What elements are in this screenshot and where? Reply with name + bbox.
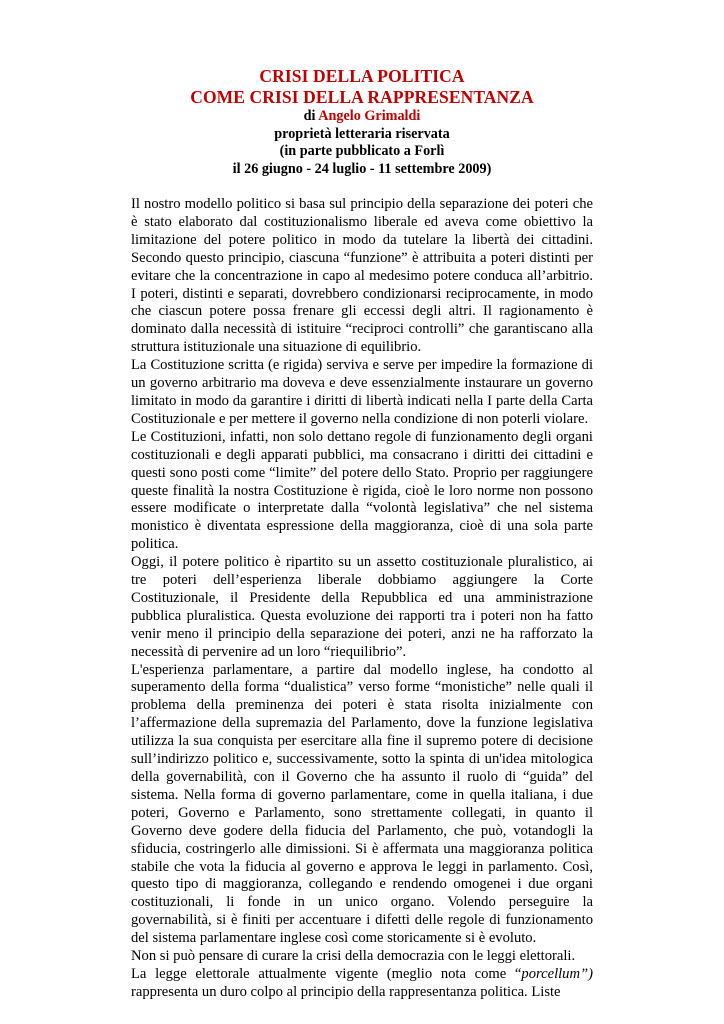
paragraph-6: Non si può pensare di curare la crisi della democrazia con le leggi elettorali. xyxy=(131,948,576,965)
author-name: Angelo Grimaldi xyxy=(318,108,421,124)
rights-line: proprietà letteraria riservata xyxy=(274,125,450,142)
paragraph-2: La Costituzione scritta (e rigida) serviva e serve per impedire la formazione di un governo arbitrario ma doveva e deve essenzialmente instaurare un governo limitato in modo da garantire i diritti di libertà indicati nella I parte della Carta Costituzionale e per mettere il governo nella condizione di non poterli violare. xyxy=(131,357,593,427)
document-title-line-1: CRISI DELLA POLITICA xyxy=(259,66,465,86)
paragraph-3: Le Costituzioni, infatti, non solo dettano regole di funzionamento degli organi costituzionali e degli apparati pubblici, ma consacrano i diritti dei cittadini e questi sono posti come “limite” del potere dello Stato. Proprio per raggiungere queste finalità la nostra Costituzione è rigida, cioè le loro norme non possono essere modificate o interpretate dalla “volontà legislativa” che nel sistema monistico è diventata espressione della maggioranza, cioè di una sola parte politica. xyxy=(131,428,593,553)
dates-line: il 26 giugno - 24 luglio - 11 settembre 2009) xyxy=(232,160,492,177)
document-header xyxy=(131,66,593,178)
publication-line: (in parte pubblicato a Forlì xyxy=(279,143,445,159)
paragraph-1: Il nostro modello politico si basa sul principio della separazione dei poteri che è stato elaborato dal costituzionalismo liberale ed aveva come obiettivo la limitazione del potere politico in modo da tutelare la libertà dei cittadini. Secondo questo principio, ciascuna “funzione” è attribuita a poteri distinti per evitare che la concentrazione in capo al medesimo potere conduca all’arbitrio. I poteri, distinti e separati, dovrebbero condizionarsi reciprocamente, in modo che ciascun potere possa frenare gli eccessi degli altri. Il ragionamento è dominato dalla necessità di istituire “reciproci controlli” che garantiscano alla struttura istituzionale una situazione di equilibrio. xyxy=(131,196,593,356)
paragraph-7-italic: porcellum”) xyxy=(521,965,593,982)
document-page xyxy=(131,66,593,1002)
paragraph-7 xyxy=(131,966,593,1002)
paragraph-7-end: rappresenta un duro colpo al principio della rappresentanza politica. Liste xyxy=(131,983,561,1000)
document-body xyxy=(131,196,593,1002)
author-prefix: di xyxy=(303,108,319,124)
paragraph-5: L'esperienza parlamentare, a partire dal modello inglese, ha condotto al superamento della forma “dualistica” verso forme “monistiche” nelle quali il problema della preminenza dei poteri è stata risolta inizialmente con l’affermazione della supremazia del Parlamento, dove la funzione legislativa utilizza la sua conquista per esercitare alla fine il supremo potere di decisione sull’indirizzo politico e, successivamente, sotto la spinta di un'idea mitologica della governabilità, con il Governo che ha assunto il ruolo di “guida” del sistema. Nella forma di governo parlamentare, come in quella italiana, i due poteri, Governo e Parlamento, sono strettamente collegati, in quanto il Governo deve godere della fiducia del Parlamento, che può, votandogli la sfiducia, costringerlo alle dimissioni. Si è affermata una maggioranza politica stabile che vota la fiducia al governo e approva le leggi in parlamento. Così, questo tipo di maggioranza, collegando e rendendo omogenei i due organi costituzionali, li fonde in un unico organo. Volendo perseguire la governabilità, si è finiti per accentuare i difetti delle regole di funzionamento del sistema parlamentare inglese così come storicamente si è evoluto. xyxy=(131,661,593,947)
author-line xyxy=(131,108,593,126)
document-title-line-2: COME CRISI DELLA RAPPRESENTANZA xyxy=(190,87,534,107)
paragraph-4: Oggi, il potere politico è ripartito su un assetto costituzionale pluralistico, ai tre poteri dell’esperienza liberale dobbiamo aggiungere la Corte Costituzionale, il Presidente della Repubblica ed una amministrazione pubblica pluralistica. Questa evoluzione dei rapporti tra i poteri non ha fatto venir meno il principio della separazione dei poteri, anzi ne ha rafforzato la necessità di pervenire ad un loro “riequilibrio”. xyxy=(131,554,593,660)
paragraph-7-start: La legge elettorale attualmente vigente (meglio nota come “ xyxy=(131,965,522,982)
